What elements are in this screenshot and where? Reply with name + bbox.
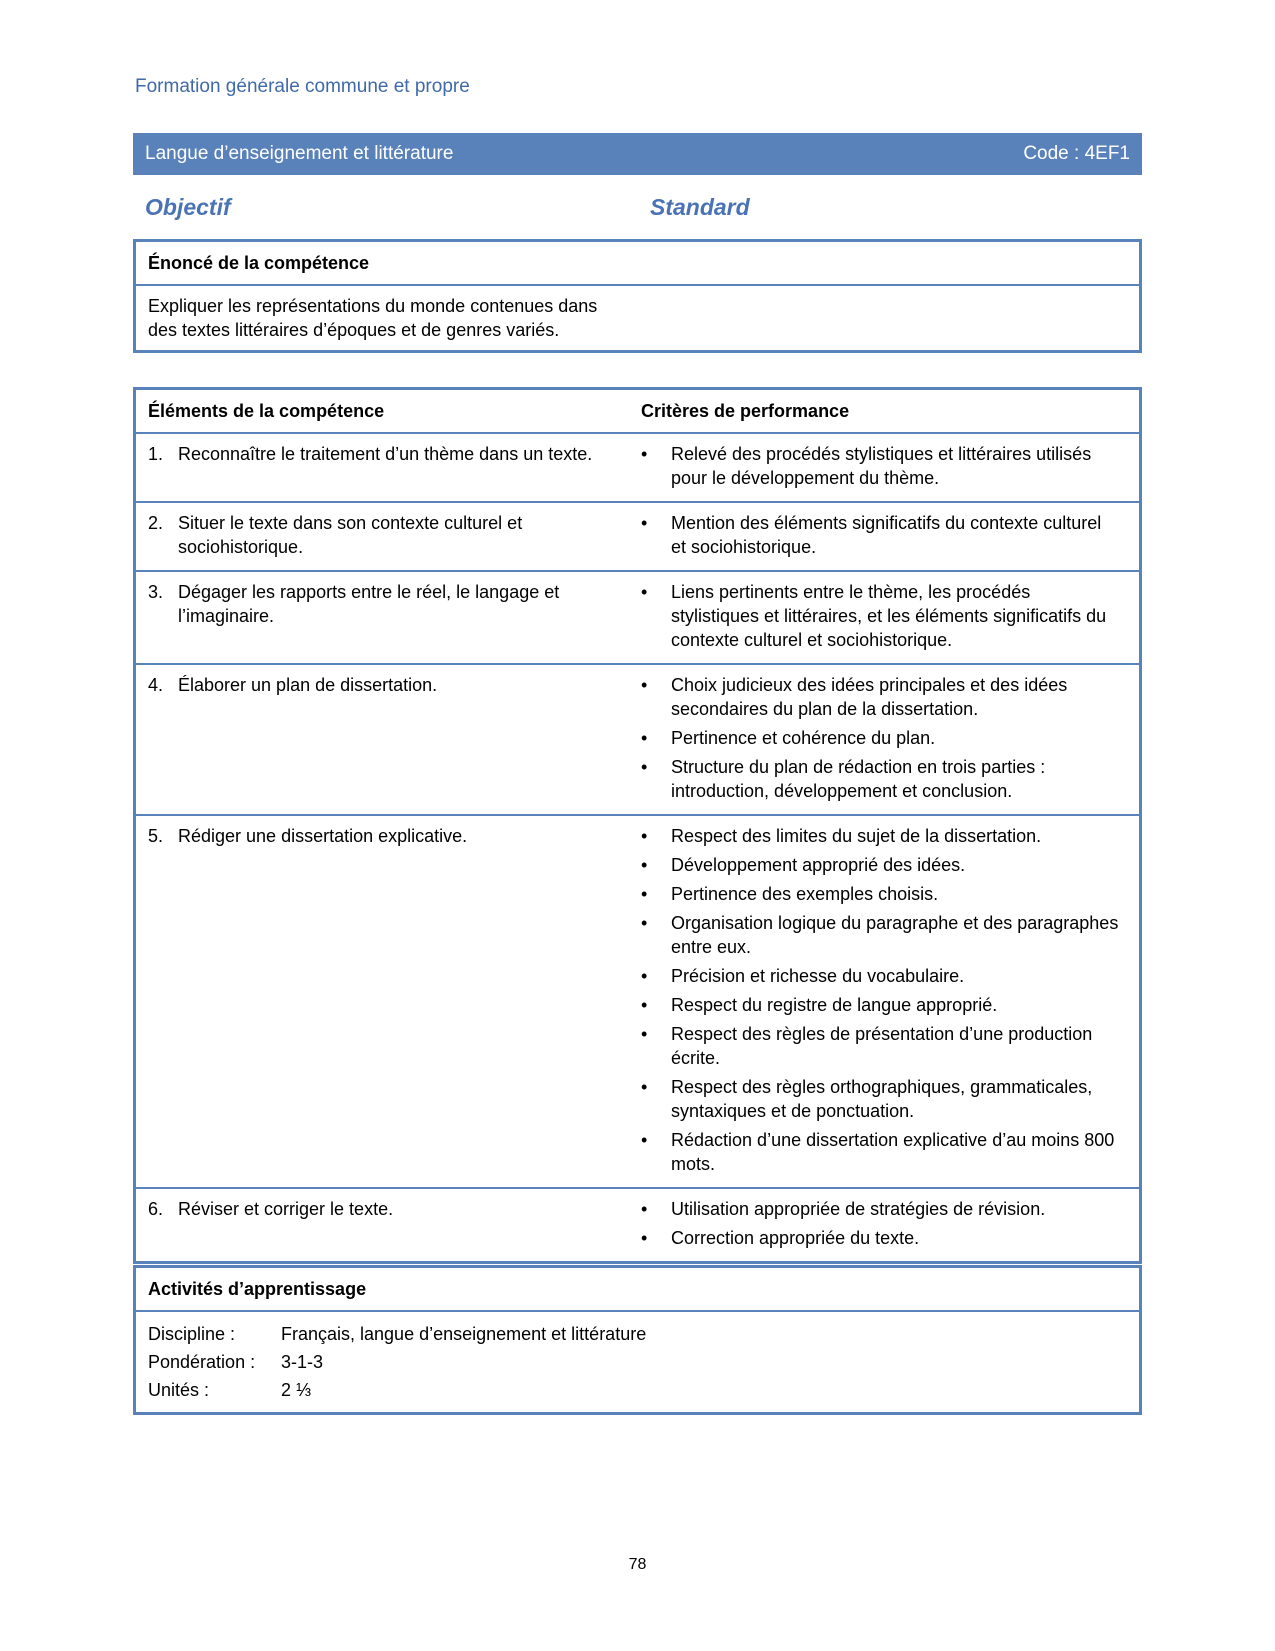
competence-box (133, 239, 1142, 353)
criterion-item (641, 911, 1119, 959)
criterion-item (641, 673, 1119, 721)
element-cell (136, 503, 641, 570)
bullet-icon: • (641, 884, 648, 904)
criterion-item (641, 853, 1119, 877)
criterion-item (641, 755, 1119, 803)
page-header: Formation générale commune et propre (135, 76, 470, 97)
discipline-value: Français, langue d’enseignement et littérature (281, 1324, 647, 1344)
discipline-line (148, 1320, 1127, 1348)
criterion-text: Relevé des procédés stylistiques et littéraires utilisés pour le développement du thème. (671, 444, 1092, 488)
element-number: 3. (148, 582, 164, 602)
criterion-text: Organisation logique du paragraphe et des paragraphes entre eux. (671, 913, 1119, 957)
criterion-text: Utilisation appropriée de stratégies de révision. (671, 1199, 1046, 1219)
page-number: 78 (628, 1556, 647, 1573)
criterion-item (641, 726, 1119, 750)
criterion-text: Respect des règles orthographiques, grammaticales, syntaxiques et de ponctuation. (671, 1077, 1093, 1121)
bullet-icon: • (641, 444, 648, 464)
element-cell (136, 434, 641, 501)
element-cell (136, 665, 641, 814)
elements-table (133, 387, 1142, 1264)
criteria-column-header: Critères de performance (641, 400, 850, 421)
criterion-item (641, 993, 1119, 1017)
element-cell (136, 816, 641, 1187)
bullet-icon: • (641, 995, 648, 1015)
units-line (148, 1376, 1127, 1404)
criterion-item (641, 1197, 1119, 1221)
units-value: 2 ⅓ (281, 1380, 312, 1400)
criterion-text: Précision et richesse du vocabulaire. (671, 966, 965, 986)
table-row (136, 572, 1139, 665)
table-row (136, 816, 1139, 1189)
elements-column-header: Éléments de la compétence (148, 400, 385, 421)
element-cell (136, 1189, 641, 1261)
bullet-icon: • (641, 513, 648, 533)
units-label: Unités : (148, 1380, 210, 1400)
criteria-cell (641, 665, 1139, 814)
criteria-cell (641, 572, 1139, 663)
activities-heading: Activités d’apprentissage (136, 1268, 1139, 1312)
criterion-text: Rédaction d’une dissertation explicative d’au moins 800 mots. (671, 1130, 1115, 1174)
element-text: Rédiger une dissertation explicative. (178, 826, 468, 846)
element-number: 5. (148, 826, 164, 846)
criteria-cell (641, 816, 1139, 1187)
competence-statement: Expliquer les représentations du monde contenues dans des textes littéraires d’époques et de genres variés. (148, 296, 598, 340)
element-number: 4. (148, 675, 164, 695)
table-header (136, 390, 1139, 434)
table-row (136, 1189, 1139, 1261)
criteria-cell (641, 434, 1139, 501)
bullet-icon: • (641, 826, 648, 846)
criterion-item (641, 882, 1119, 906)
bullet-icon: • (641, 582, 648, 602)
criterion-text: Structure du plan de rédaction en trois parties : introduction, développement et conclusion. (671, 757, 1046, 801)
criterion-text: Correction appropriée du texte. (671, 1228, 920, 1248)
course-code: Code : 4EF1 (1023, 143, 1130, 164)
criterion-text: Respect du registre de langue approprié. (671, 995, 998, 1015)
element-number: 1. (148, 444, 164, 464)
criteria-cell (641, 1189, 1139, 1261)
discipline-label: Discipline : (148, 1324, 236, 1344)
course-title-bar (133, 133, 1142, 175)
element-text: Situer le texte dans son contexte culturel et sociohistorique. (178, 513, 523, 557)
bullet-icon: • (641, 1024, 648, 1044)
criterion-item (641, 1022, 1119, 1070)
activities-box (133, 1265, 1142, 1415)
bullet-icon: • (641, 1130, 648, 1150)
bullet-icon: • (641, 913, 648, 933)
criterion-item (641, 824, 1119, 848)
element-number: 6. (148, 1199, 164, 1219)
competence-heading: Énoncé de la compétence (136, 242, 1139, 286)
weighting-line (148, 1348, 1127, 1376)
bullet-icon: • (641, 1077, 648, 1097)
criterion-text: Choix judicieux des idées principales et des idées secondaires du plan de la dissertation. (671, 675, 1068, 719)
criterion-item (641, 511, 1119, 559)
criterion-text: Liens pertinents entre le thème, les procédés stylistiques et littéraires, et les éléments significatifs du contexte culturel et sociohistorique. (671, 582, 1107, 650)
criterion-text: Développement approprié des idées. (671, 855, 966, 875)
bullet-icon: • (641, 728, 648, 748)
bullet-icon: • (641, 1228, 648, 1248)
criterion-text: Mention des éléments significatifs du contexte culturel et sociohistorique. (671, 513, 1102, 557)
criterion-item (641, 964, 1119, 988)
element-text: Dégager les rapports entre le réel, le langage et l’imaginaire. (178, 582, 560, 626)
element-text: Réviser et corriger le texte. (178, 1199, 394, 1219)
bullet-icon: • (641, 675, 648, 695)
element-text: Élaborer un plan de dissertation. (178, 675, 438, 695)
element-cell (136, 572, 641, 663)
standard-label: Standard (650, 194, 750, 220)
criterion-text: Pertinence et cohérence du plan. (671, 728, 936, 748)
bullet-icon: • (641, 855, 648, 875)
criterion-text: Respect des limites du sujet de la dissertation. (671, 826, 1042, 846)
bullet-icon: • (641, 1199, 648, 1219)
element-text: Reconnaître le traitement d’un thème dans un texte. (178, 444, 593, 464)
criterion-item (641, 1226, 1119, 1250)
criterion-item (641, 1128, 1119, 1176)
course-title: Langue d’enseignement et littérature (145, 143, 454, 164)
criterion-text: Respect des règles de présentation d’une production écrite. (671, 1024, 1093, 1068)
criterion-item (641, 442, 1119, 490)
bullet-icon: • (641, 966, 648, 986)
criterion-text: Pertinence des exemples choisis. (671, 884, 939, 904)
criterion-item (641, 1075, 1119, 1123)
weighting-label: Pondération : (148, 1352, 256, 1372)
table-row (136, 503, 1139, 572)
criteria-cell (641, 503, 1139, 570)
table-row (136, 434, 1139, 503)
weighting-value: 3-1-3 (281, 1352, 324, 1372)
element-number: 2. (148, 513, 164, 533)
objective-label: Objectif (145, 194, 231, 220)
table-row (136, 665, 1139, 816)
criterion-item (641, 580, 1119, 652)
bullet-icon: • (641, 757, 648, 777)
